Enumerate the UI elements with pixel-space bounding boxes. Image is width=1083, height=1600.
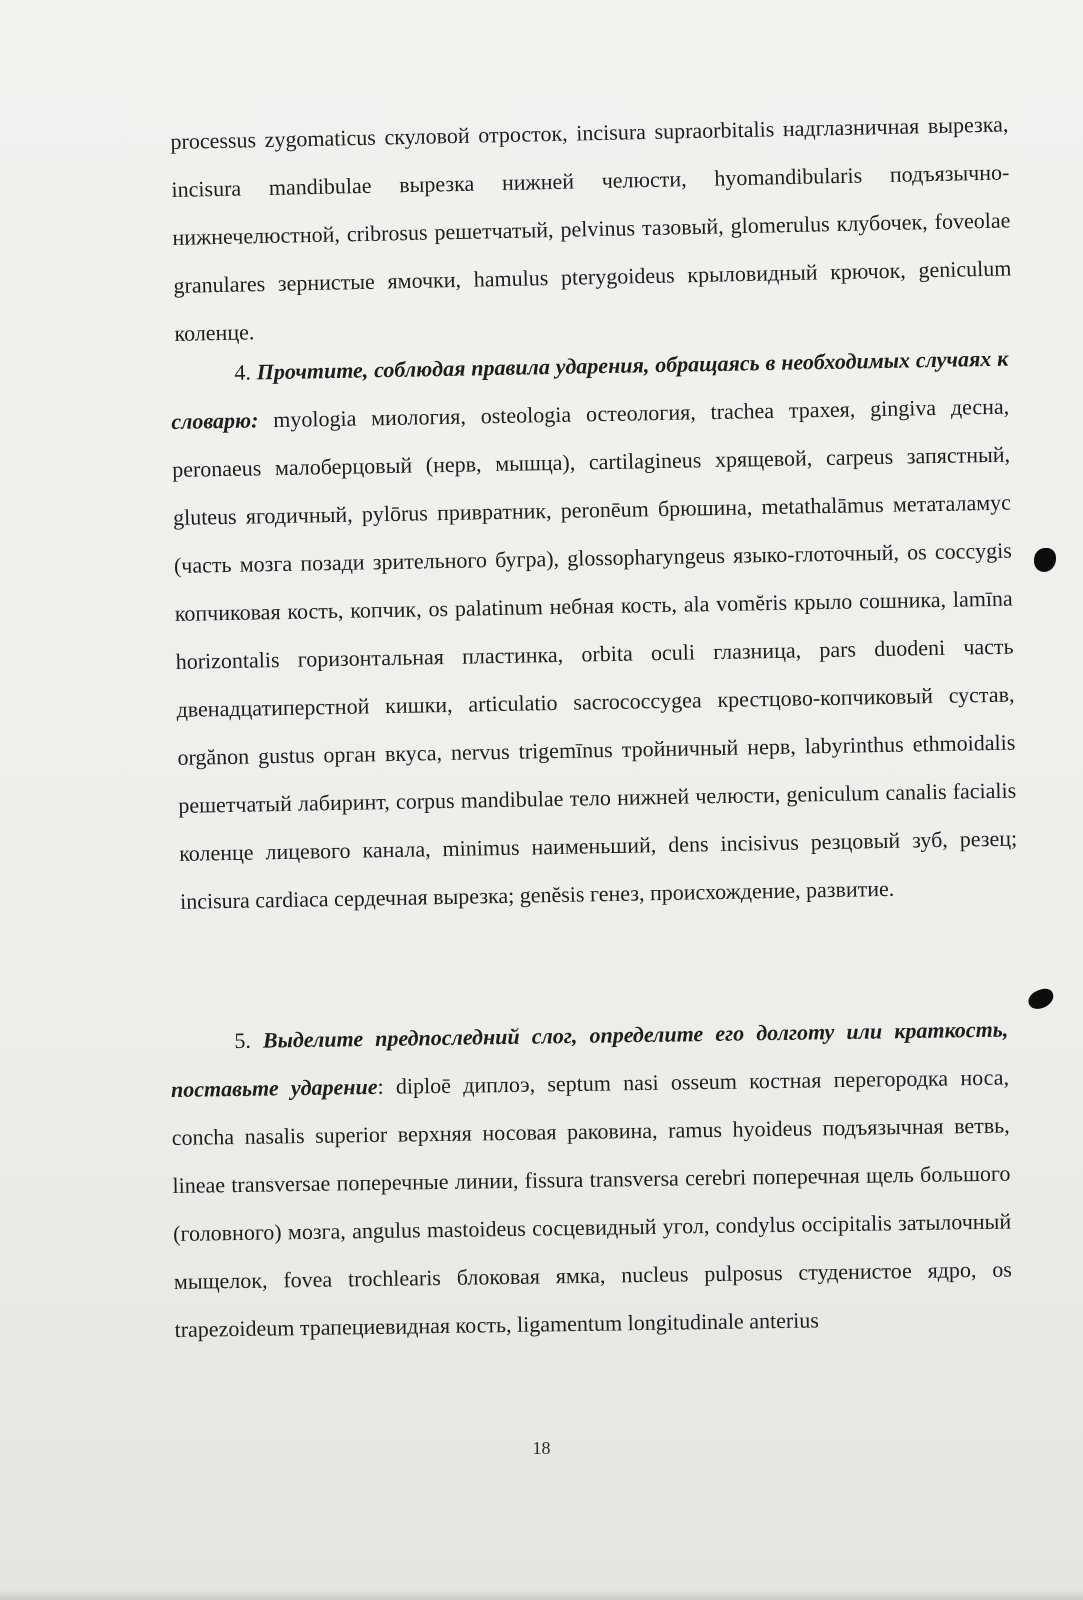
exercise-5-paragraph — [170, 1006, 1013, 1354]
exercise-4-paragraph — [170, 335, 1018, 926]
terms-text: processus zygomaticus скуловой отросток, incisura supraorbitalis надглазничная вырезка, incisura mandibulae вырезка нижней челюсти, hyomandibularis подъязычно- нижнечелюстной, cribrosus решетчатый, pelvinus тазовый, glomerulus клубочек, foveolae granulares зернистые ямочки, hamulus pterygoideus крыловидный крючок, geniculum коленце. — [170, 111, 1012, 346]
page-number: 18 — [532, 1438, 551, 1458]
exercise-5 — [170, 1006, 1013, 1354]
exercise-5-number: 5. — [234, 1027, 252, 1054]
exercise-5-heading: Выделите предпоследний слог, определите его долготу или краткость, поставьте ударение — [170, 1016, 1009, 1102]
exercise-5-body: : diploē диплоэ, septum nasi osseum костная перегородка носа, concha nasalis superior верхняя носовая раковина, ramus hyoideus подъязычная ветвь, lineae transversae поперечные линии, fissura transversa cerebri поперечная щель большого (головного) мозга, angulus mastoideus сосцевидный угол, condylus occipitalis затылочный мыщелок, fovea trochlearis блоковая ямка, nucleus pulposus студенистое ядро, os trapezoideum трапециевидная кость, ligamentum longitudinale anterius — [171, 1064, 1013, 1342]
exercise-4 — [170, 335, 1018, 926]
paragraph-terms-continued — [170, 100, 1013, 357]
scan-edge-shadow — [0, 1590, 1083, 1600]
exercise-4-number: 4. — [234, 359, 252, 385]
ink-blot — [1034, 548, 1056, 572]
exercise-4-body: myologia миология, osteologia остеология, trachea трахея, gingiva десна, peronaeus малоберцовый (нерв, мышца), cartilagineus хрящевой, carpeus запястный, gluteus ягодичный, pylōrus привратник, peronēum брюшина, metathalāmus метаталамус (часть мозга позади зрительного бугра), glossopharyngeus языко-глоточный, os coccygis копчиковая кость, копчик, os palatinum небная кость, ala vomĕris крыло сошника, lamīna horizontalis горизонтальная пластинка, orbita oculi глазница, pars duodeni часть двенадцатиперстной кишки, articulatio sacrococcygea крестцово-копчиковый сустав, orgănon gustus орган вкуса, nervus trigemīnus тройничный нерв, labyrinthus ethmoidalis решетчатый лабиринт, corpus mandibulae тело нижней челюсти, geniculum canalis facialis коленце лицевого канала, minimus наименьший, dens incisivus резцовый зуб, резец; incisura cardiaca сердечная вырезка; genĕsis генез, происхождение, развитие. — [171, 393, 1018, 914]
ink-blot — [1026, 986, 1057, 1012]
exercise-4-heading: Прочтите, соблюдая правила ударения, обращаясь в необходимых случаях к словарю: — [171, 345, 1009, 434]
